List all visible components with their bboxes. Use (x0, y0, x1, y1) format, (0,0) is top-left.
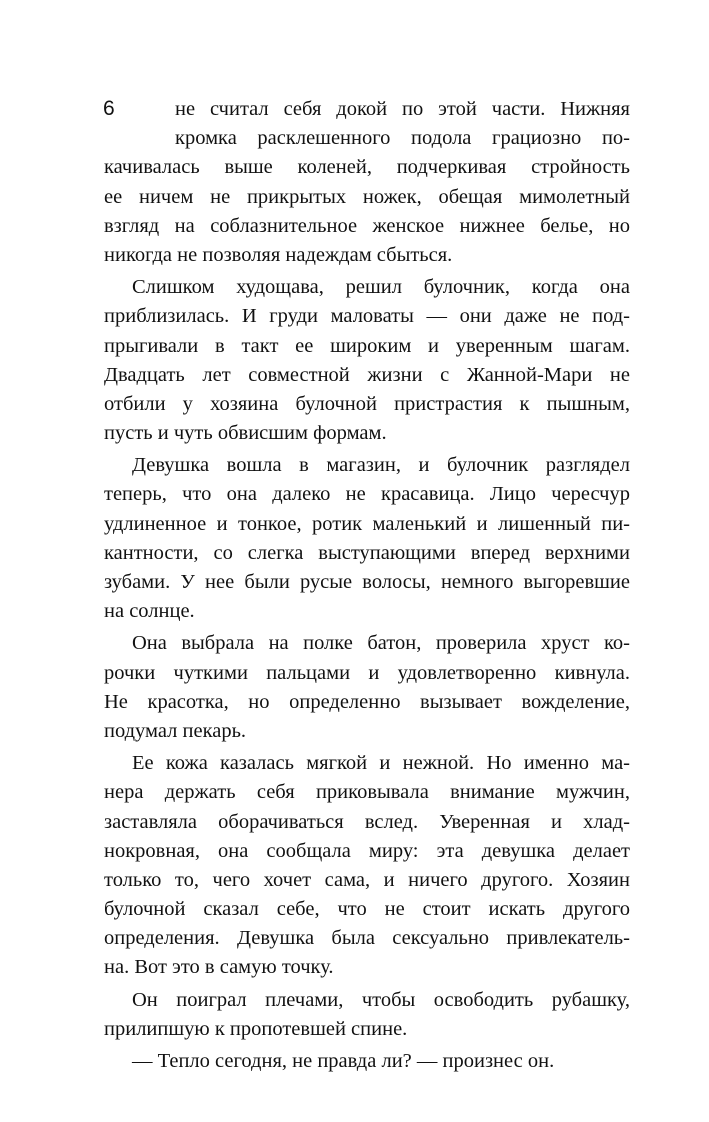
text-line: пусть и чуть обвисшим формам. (104, 422, 387, 445)
text-line: Ее кожа казалась мягкой и нежной. Но именно ма- (132, 752, 630, 775)
text-line: булочной сказал себе, что не стоит искать другого (104, 898, 630, 921)
text-line: зубами. У нее были русые волосы, немного выгоревшие (104, 571, 630, 593)
paragraph-4 (104, 629, 630, 746)
paragraph-5 (104, 749, 630, 983)
text-line: Не красотка, но определенно вызывает вожделение, (104, 690, 630, 713)
text-line: подумал пекарь. (104, 719, 247, 742)
text-line: прыгивали в такт ее широким и уверенным шагам. (104, 334, 630, 357)
paragraph-1 (104, 95, 630, 270)
text-line: ее ничем не прикрытых ножек, обещая мимолетный (104, 185, 630, 208)
text-line: качивалась выше коленей, подчеркивая стройность (104, 156, 630, 179)
text-line: приблизилась. И груди маловаты — они даже не под- (104, 305, 630, 328)
text-line: на солнце. (104, 600, 195, 623)
text-line: на. Вот это в самую точку. (104, 956, 334, 979)
text-line: нокровная, она сообщала миру: эта девушка делает (104, 839, 630, 862)
text-line: кантности, со слегка выступающими вперед верхними (104, 541, 630, 564)
page-number: 6 (103, 97, 115, 120)
text-line: удлиненное и тонкое, ротик маленький и лишенный пи- (104, 512, 630, 535)
text-line: Девушка вошла в магазин, и булочник разглядел (132, 454, 630, 477)
text-line: кромка расклешенного подола грациозно по- (175, 127, 630, 150)
paragraph-7 (104, 1047, 630, 1076)
text-line: теперь, что она далеко не красавица. Лицо чересчур (104, 483, 630, 506)
text-line: отбили у хозяина булочной пристрастия к пышным, (104, 392, 630, 415)
text-line: Она выбрала на полке батон, проверила хруст ко- (132, 632, 630, 655)
text-line: заставляла оборачиваться вслед. Уверенная и хлад- (104, 810, 630, 833)
text-line: — Тепло сегодня, не правда ли? — произнес он. (132, 1050, 555, 1072)
paragraph-6 (104, 986, 630, 1044)
body-text (104, 95, 630, 1076)
text-line: Двадцать лет совместной жизни с Жанной-Мари не (104, 363, 630, 386)
text-line: нера держать себя приковывала внимание мужчин, (104, 781, 630, 804)
paragraph-3 (104, 451, 630, 626)
text-line: только то, чего хочет сама, и ничего другого. Хозяин (104, 868, 630, 891)
text-line: никогда не позволяя надеждам сбыться. (104, 243, 453, 266)
text-line: Он поиграл плечами, чтобы освободить рубашку, (132, 988, 630, 1011)
text-line: не считал себя докой по этой части. Нижняя (175, 98, 630, 120)
text-line: Слишком худощава, решил булочник, когда она (132, 276, 630, 299)
text-line: рочки чуткими пальцами и удовлетворенно кивнула. (104, 661, 630, 684)
text-line: определения. Девушка была сексуально привлекатель- (104, 927, 630, 950)
paragraph-2 (104, 273, 630, 448)
text-line: взгляд на соблазнительное женское нижнее белье, но (104, 214, 630, 237)
text-line: прилипшую к пропотевшей спине. (104, 1017, 408, 1040)
